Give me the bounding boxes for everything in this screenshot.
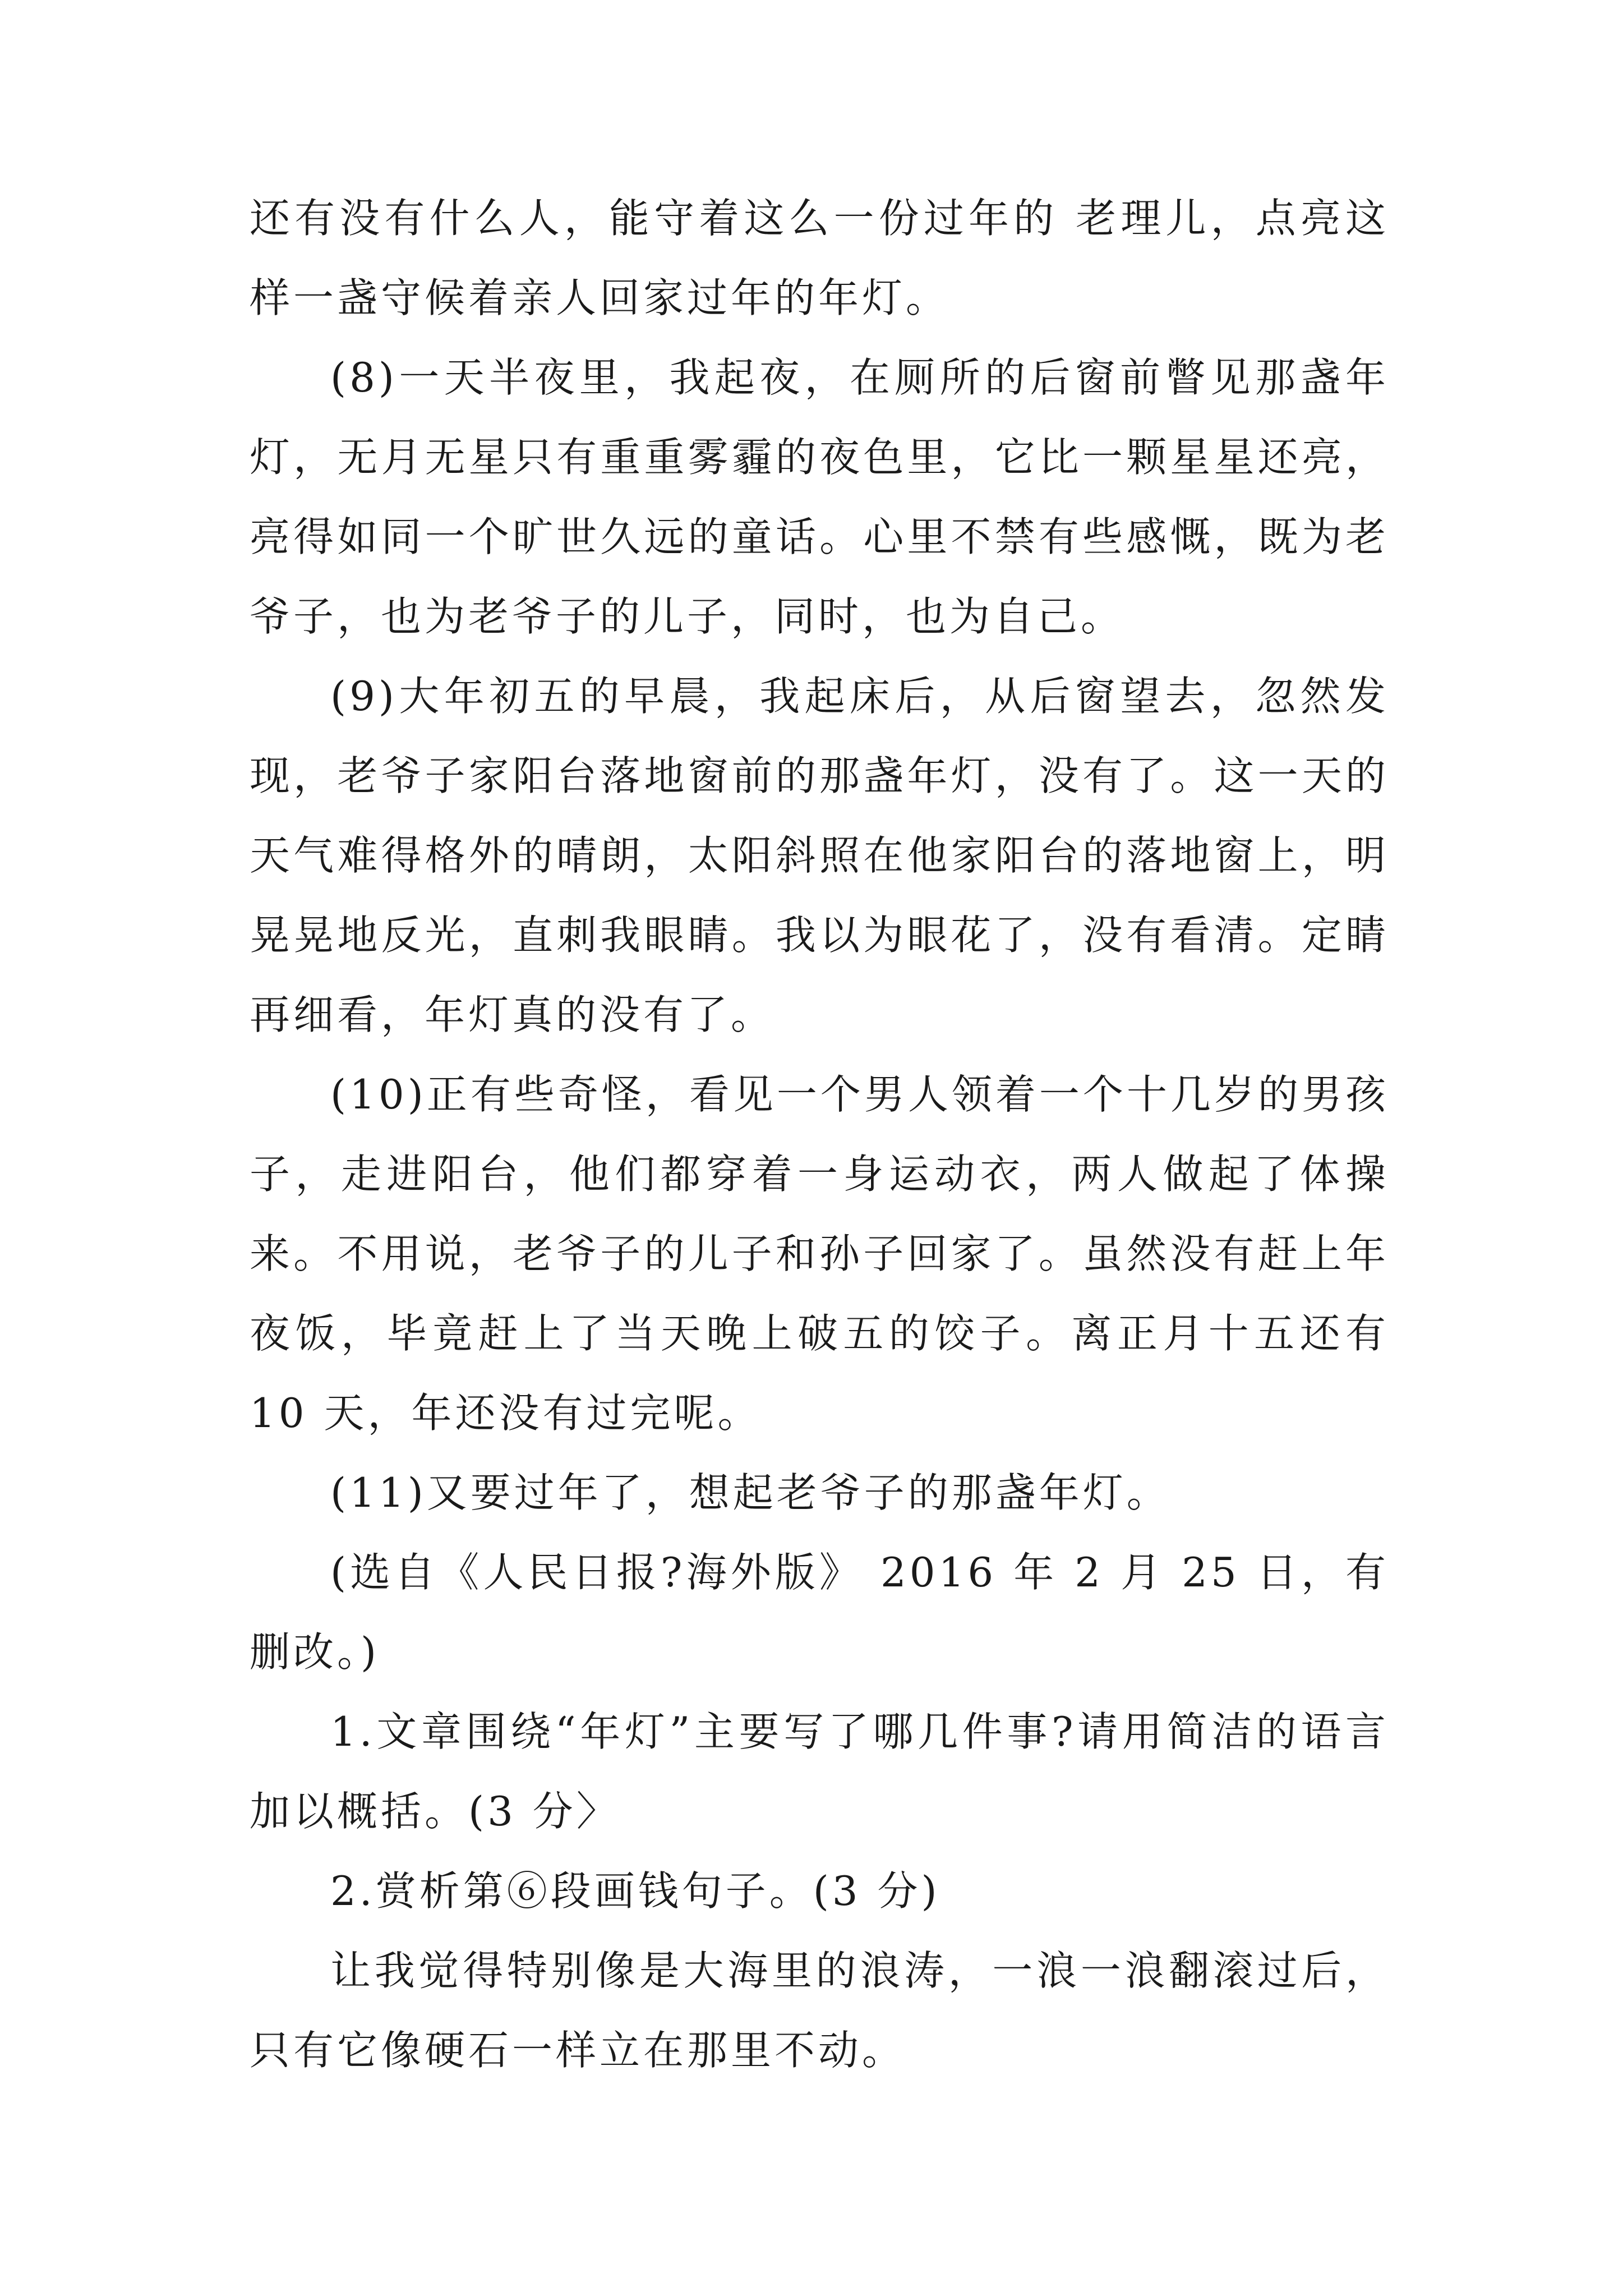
question-1: 1.文章围绕“年灯”主要写了哪几件事?请用简洁的语言加以概括。(3 分〉 <box>250 1708 1389 1835</box>
source-citation: (选自《人民日报?海外版》 2016 年 2 月 25 日，有删改。) <box>250 1549 1389 1676</box>
paragraph-11: (11)又要过年了，想起老爷子的那盏年灯。 <box>330 1469 1170 1516</box>
paragraph-continuation: 还有没有什么人，能守着这么一份过年的 老理儿，点亮这样一盏守候着亲人回家过年的年灯。 <box>250 195 1389 321</box>
body-text <box>250 178 1389 2090</box>
quoted-sentence: 让我觉得特别像是大海里的浪涛，一浪一浪翻滚过后，只有它像硬石一样立在那里不动。 <box>250 1947 1389 2074</box>
question-2: 2.赏析第⑥段画钱句子。(3 分) <box>330 1867 940 1915</box>
paragraph-9: (9)大年初五的早晨，我起床后，从后窗望去，忽然发现，老爷子家阳台落地窗前的那盏年灯，没有了。这一天的天气难得格外的晴朗，太阳斜照在他家阳台的落地窗上，明晃晃地反光，直刺我眼睛。我以为眼花了，没有看清。定睛再细看，年灯真的没有了。 <box>250 673 1389 1038</box>
paragraph-10: (10)正有些奇怪，看见一个男人领着一个十几岁的男孩子，走进阳台，他们都穿着一身运动衣，两人做起了体操来。不用说，老爷子的儿子和孙子回家了。虽然没有赶上年夜饭，毕竟赶上了当天晚上破五的饺子。离正月十五还有 10 天，年还没有过完呢。 <box>250 1071 1389 1437</box>
paragraph-8: (8)一天半夜里，我起夜，在厕所的后窗前瞥见那盏年灯，无月无星只有重重雾霾的夜色里，它比一颗星星还亮，亮得如同一个旷世久远的童话。心里不禁有些感慨，既为老爷子，也为老爷子的儿子，同时，也为自己。 <box>250 354 1389 640</box>
